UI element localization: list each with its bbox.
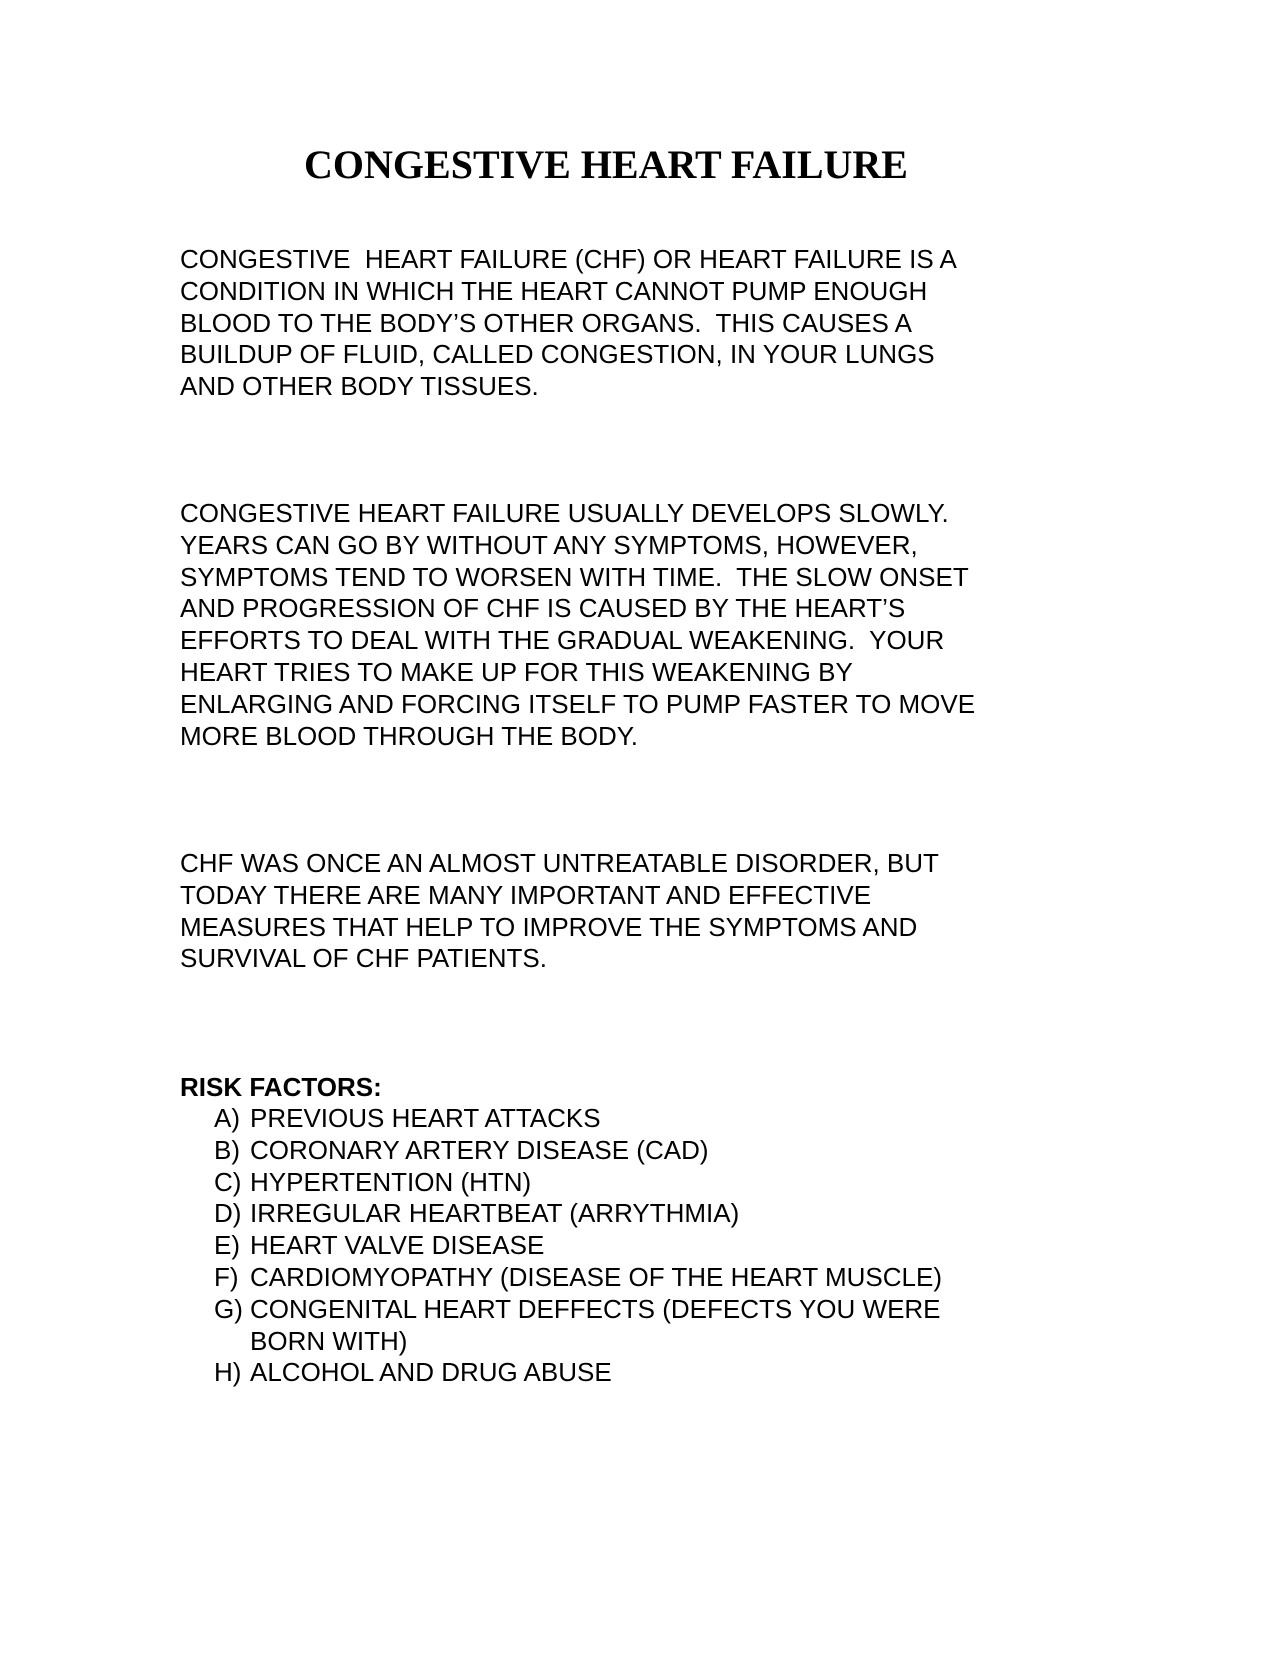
text-line: TODAY THERE ARE MANY IMPORTANT AND EFFECTIVE bbox=[180, 879, 872, 910]
list-marker: C) bbox=[214, 1166, 242, 1197]
list-item-text: HYPERTENTION (HTN) bbox=[250, 1166, 532, 1197]
list-item bbox=[214, 1230, 942, 1262]
list-item bbox=[214, 1135, 942, 1167]
text-line: MORE BLOOD THROUGH THE BODY. bbox=[180, 720, 638, 751]
list-item bbox=[214, 1294, 942, 1358]
list-item-text: CARDIOMYOPATHY (DISEASE OF THE HEART MUSCLE) bbox=[250, 1261, 943, 1292]
text-line: CONGESTIVE HEART FAILURE (CHF) OR HEART FAILURE IS A bbox=[180, 244, 957, 274]
list-item bbox=[214, 1357, 942, 1389]
text-line: EFFORTS TO DEAL WITH THE GRADUAL WEAKENING. YOUR bbox=[180, 625, 945, 656]
text-line: BLOOD TO THE BODY’S OTHER ORGANS. THIS CAUSES A bbox=[180, 307, 913, 338]
text-line: MEASURES THAT HELP TO IMPROVE THE SYMPTOMS AND bbox=[180, 911, 918, 942]
text-line: BUILDUP OF FLUID, CALLED CONGESTION, IN YOUR LUNGS bbox=[180, 339, 935, 370]
list-marker: A) bbox=[214, 1103, 240, 1133]
list-item-text: HEART VALVE DISEASE bbox=[250, 1230, 545, 1261]
text-line: CONGESTIVE HEART FAILURE USUALLY DEVELOPS SLOWLY. bbox=[180, 498, 949, 528]
list-marker: D) bbox=[214, 1198, 242, 1229]
list-item-text: ALCOHOL AND DRUG ABUSE bbox=[250, 1357, 612, 1388]
paragraph-definition bbox=[180, 244, 957, 403]
list-item bbox=[214, 1262, 942, 1294]
paragraph-treatment bbox=[180, 848, 939, 975]
paragraph-development bbox=[180, 498, 975, 752]
list-item-text: CONGENITAL HEART DEFFECTS (DEFECTS YOU WERE bbox=[250, 1293, 941, 1324]
text-line: AND OTHER BODY TISSUES. bbox=[180, 371, 539, 402]
list-marker: G) bbox=[214, 1293, 243, 1324]
text-line: CHF WAS ONCE AN ALMOST UNTREATABLE DISORDER, BUT bbox=[180, 848, 939, 878]
list-marker: F) bbox=[214, 1261, 239, 1292]
list-marker: B) bbox=[214, 1134, 240, 1165]
document-title: CONGESTIVE HEART FAILURE bbox=[304, 142, 908, 187]
list-item bbox=[214, 1198, 942, 1230]
text-line: CONDITION IN WHICH THE HEART CANNOT PUMP ENOUGH bbox=[180, 275, 928, 306]
list-marker: E) bbox=[214, 1230, 240, 1261]
text-line: AND PROGRESSION OF CHF IS CAUSED BY THE HEART’S bbox=[180, 593, 906, 624]
risk-factors-heading: RISK FACTORS: bbox=[180, 1072, 382, 1102]
text-line: SURVIVAL OF CHF PATIENTS. bbox=[180, 943, 547, 974]
list-marker: H) bbox=[214, 1357, 242, 1388]
text-line: YEARS CAN GO BY WITHOUT ANY SYMPTOMS, HOWEVER, bbox=[180, 529, 918, 560]
list-item-text: IRREGULAR HEARTBEAT (ARRYTHMIA) bbox=[250, 1198, 740, 1229]
text-line: ENLARGING AND FORCING ITSELF TO PUMP FASTER TO MOVE bbox=[180, 688, 976, 719]
list-item-text-continued: BORN WITH) bbox=[250, 1325, 408, 1356]
list-item bbox=[214, 1167, 942, 1199]
text-line: HEART TRIES TO MAKE UP FOR THIS WEAKENING BY bbox=[180, 656, 853, 687]
list-item-text: CORONARY ARTERY DISEASE (CAD) bbox=[250, 1134, 709, 1165]
risk-factors-list bbox=[214, 1103, 942, 1389]
list-item bbox=[214, 1103, 942, 1135]
list-item-text: PREVIOUS HEART ATTACKS bbox=[250, 1103, 601, 1133]
text-line: SYMPTOMS TEND TO WORSEN WITH TIME. THE SLOW ONSET bbox=[180, 561, 969, 592]
